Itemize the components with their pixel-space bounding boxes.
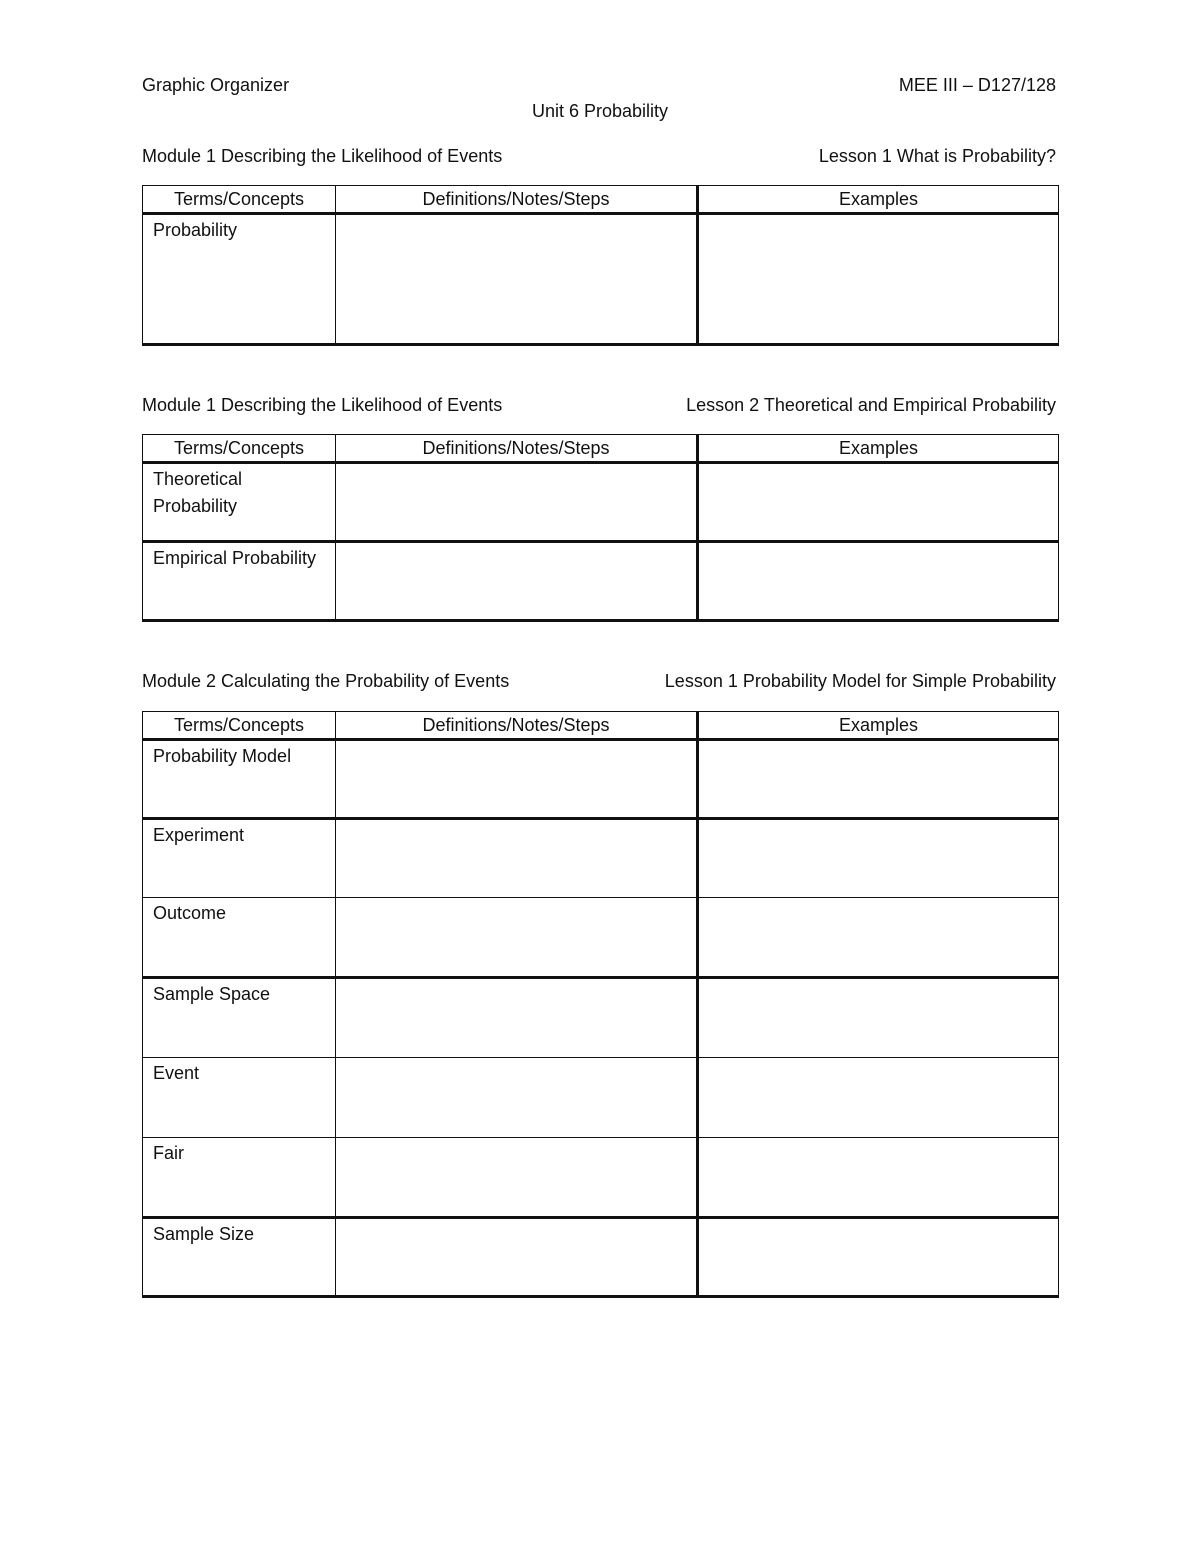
table-header-row [143, 712, 1059, 740]
table-row [143, 1138, 1059, 1218]
section-3-lesson: Lesson 1 Probability Model for Simple Probability [664, 671, 1056, 691]
example-cell[interactable] [698, 214, 1059, 345]
definition-cell[interactable] [336, 1218, 698, 1297]
section-3-module: Module 2 Calculating the Probability of Events [142, 671, 510, 691]
definitions-column-header: Definitions/Notes/Steps [336, 435, 698, 463]
table-row [143, 214, 1059, 345]
table-header-row [143, 186, 1059, 214]
section-1-lesson: Lesson 1 What is Probability? [818, 146, 1056, 166]
definition-cell[interactable] [336, 542, 698, 621]
section-1-module: Module 1 Describing the Likelihood of Events [142, 146, 503, 166]
table-row [143, 463, 1059, 542]
term-sample-space: Sample Space [143, 978, 336, 1058]
unit-title: Unit 6 Probability [531, 101, 669, 121]
section-2-module: Module 1 Describing the Likelihood of Events [142, 395, 503, 415]
term-sample-size: Sample Size [143, 1218, 336, 1297]
example-cell[interactable] [698, 898, 1059, 978]
example-cell[interactable] [698, 542, 1059, 621]
examples-column-header: Examples [698, 186, 1059, 214]
term-theoretical-probability: Theoretical Probability [143, 463, 336, 542]
terms-column-header: Terms/Concepts [143, 712, 336, 740]
term-event: Event [143, 1058, 336, 1138]
table-row [143, 740, 1059, 819]
example-cell[interactable] [698, 1138, 1059, 1218]
term-outcome: Outcome [143, 898, 336, 978]
example-cell[interactable] [698, 740, 1059, 819]
definition-cell[interactable] [336, 740, 698, 819]
course-code: MEE III – D127/128 [898, 75, 1056, 95]
document-title: Graphic Organizer [142, 75, 290, 95]
term-fair: Fair [143, 1138, 336, 1218]
table-row [143, 1218, 1059, 1297]
example-cell[interactable] [698, 1058, 1059, 1138]
examples-column-header: Examples [698, 435, 1059, 463]
table-header-row [143, 435, 1059, 463]
term-empirical-probability: Empirical Probability [143, 542, 336, 621]
section-3-table [142, 711, 1059, 1298]
table-row [143, 542, 1059, 621]
example-cell[interactable] [698, 463, 1059, 542]
section-1-table [142, 185, 1059, 346]
terms-column-header: Terms/Concepts [143, 186, 336, 214]
terms-column-header: Terms/Concepts [143, 435, 336, 463]
definition-cell[interactable] [336, 1138, 698, 1218]
example-cell[interactable] [698, 819, 1059, 898]
definition-cell[interactable] [336, 214, 698, 345]
definition-cell[interactable] [336, 1058, 698, 1138]
table-row [143, 819, 1059, 898]
table-row [143, 898, 1059, 978]
term-probability: Probability [143, 214, 336, 345]
examples-column-header: Examples [698, 712, 1059, 740]
definitions-column-header: Definitions/Notes/Steps [336, 712, 698, 740]
term-experiment: Experiment [143, 819, 336, 898]
definition-cell[interactable] [336, 819, 698, 898]
definitions-column-header: Definitions/Notes/Steps [336, 186, 698, 214]
definition-cell[interactable] [336, 978, 698, 1058]
example-cell[interactable] [698, 1218, 1059, 1297]
table-row [143, 1058, 1059, 1138]
section-2-lesson: Lesson 2 Theoretical and Empirical Probability [686, 395, 1056, 415]
definition-cell[interactable] [336, 898, 698, 978]
section-2-table [142, 434, 1059, 622]
table-row [143, 978, 1059, 1058]
definition-cell[interactable] [336, 463, 698, 542]
term-probability-model: Probability Model [143, 740, 336, 819]
example-cell[interactable] [698, 978, 1059, 1058]
